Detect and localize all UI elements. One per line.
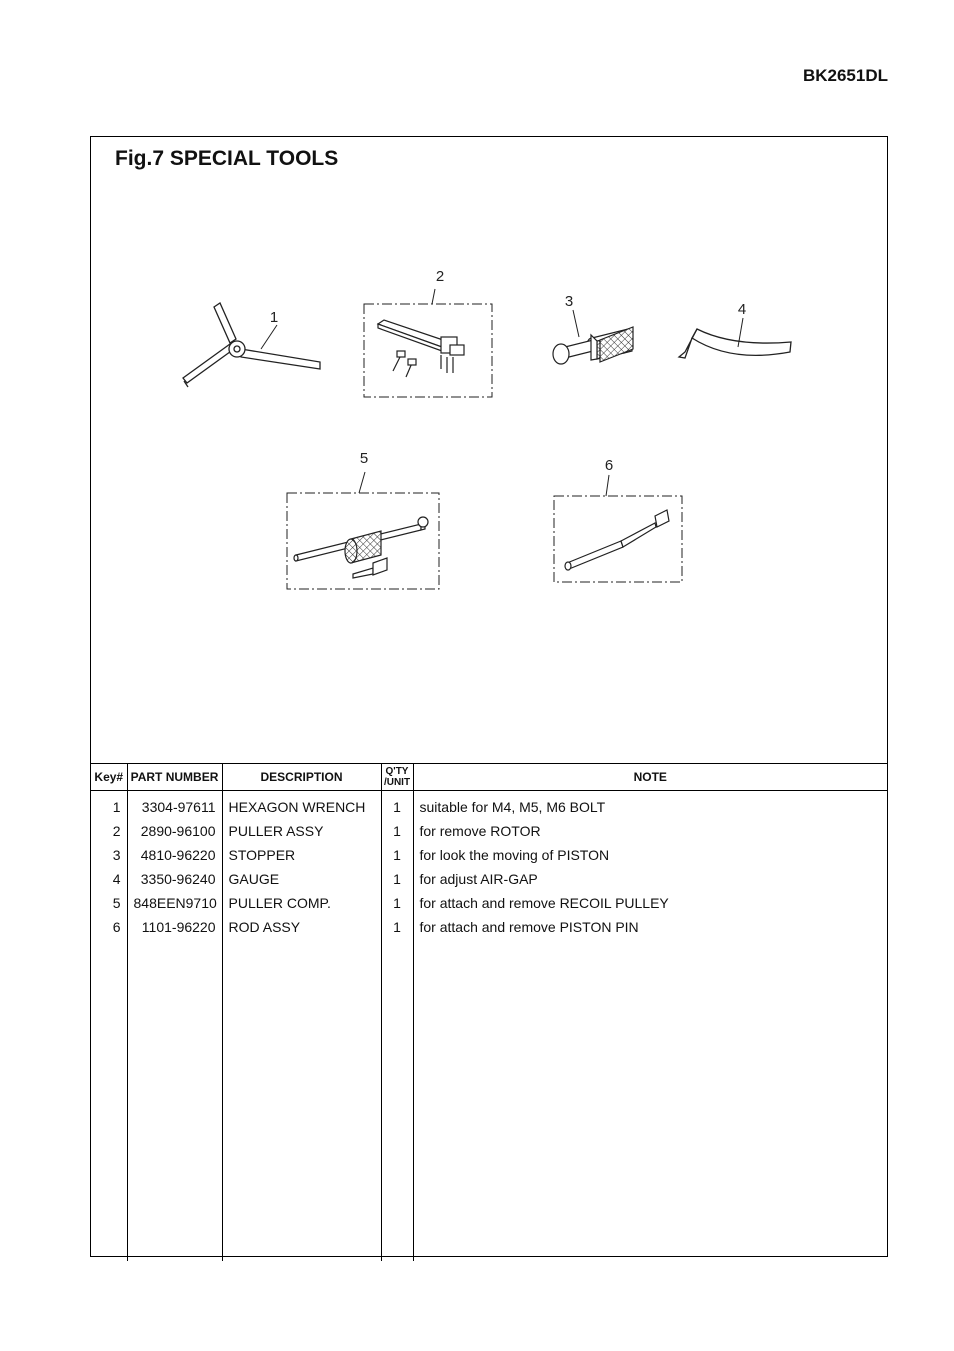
figure-title: Fig.7 SPECIAL TOOLS xyxy=(115,147,339,170)
parts-table xyxy=(91,763,887,1261)
stopper-icon xyxy=(553,327,633,364)
row-part-number: 4810-96220 xyxy=(127,843,222,867)
callout-2: 2 xyxy=(435,268,445,285)
rod-assy-box xyxy=(554,496,682,582)
row-description: PULLER COMP. xyxy=(222,891,381,915)
leader-line-3 xyxy=(573,310,579,337)
table-row xyxy=(91,867,887,891)
callout-1: 1 xyxy=(269,309,279,326)
leader-line-2 xyxy=(432,289,435,304)
callout-5: 5 xyxy=(359,450,369,467)
row-part-number: 1101-96220 xyxy=(127,915,222,939)
row-description: HEXAGON WRENCH xyxy=(222,791,381,820)
puller-assy-icon xyxy=(378,320,464,377)
table-row xyxy=(91,891,887,915)
rod-assy-icon xyxy=(565,510,669,570)
table-empty-rows xyxy=(91,939,887,1261)
row-note: for remove ROTOR xyxy=(419,823,541,839)
puller-assy-box xyxy=(364,304,492,397)
row-qty: 1 xyxy=(381,867,413,891)
header-note: NOTE xyxy=(413,764,887,791)
row-qty: 1 xyxy=(381,843,413,867)
puller-comp-icon xyxy=(294,517,428,578)
row-qty: 1 xyxy=(381,819,413,843)
header-qty xyxy=(381,764,413,791)
row-description: ROD ASSY xyxy=(222,915,381,939)
header-part-number: PART NUMBER xyxy=(127,764,222,791)
header-description: DESCRIPTION xyxy=(222,764,381,791)
row-note: suitable for M4, M5, M6 BOLT xyxy=(419,799,606,815)
table-header-row xyxy=(91,764,887,791)
model-number: BK2651DL xyxy=(802,66,888,85)
row-key: 6 xyxy=(91,915,127,939)
callout-6: 6 xyxy=(604,457,614,474)
row-description: PULLER ASSY xyxy=(222,819,381,843)
table-row xyxy=(91,915,887,939)
row-note: for adjust AIR-GAP xyxy=(419,871,538,887)
row-qty: 1 xyxy=(381,791,413,820)
leader-line-5 xyxy=(359,472,365,493)
row-key: 3 xyxy=(91,843,127,867)
row-qty: 1 xyxy=(381,891,413,915)
row-qty: 1 xyxy=(381,915,413,939)
row-key: 2 xyxy=(91,819,127,843)
hexagon-wrench-icon xyxy=(183,303,320,387)
parts-illustration xyxy=(91,137,887,763)
leader-line-1 xyxy=(261,325,277,349)
row-part-number: 3350-96240 xyxy=(127,867,222,891)
row-note: for look the moving of PISTON xyxy=(419,847,610,863)
row-key: 5 xyxy=(91,891,127,915)
header-qty-line1: Q'TY xyxy=(385,766,409,777)
callout-3: 3 xyxy=(564,293,574,310)
row-note: for attach and remove RECOIL PULLEY xyxy=(419,895,669,911)
row-note: for attach and remove PISTON PIN xyxy=(419,919,639,935)
gauge-icon xyxy=(679,329,791,358)
header-key: Key# xyxy=(91,764,127,791)
callout-4: 4 xyxy=(737,301,747,318)
row-part-number: 848EEN9710 xyxy=(127,891,222,915)
figure-frame xyxy=(90,136,888,1257)
table-row xyxy=(91,791,887,820)
row-description: GAUGE xyxy=(222,867,381,891)
header-qty-line2: /UNIT xyxy=(383,777,411,788)
row-part-number: 2890-96100 xyxy=(127,819,222,843)
row-part-number: 3304-97611 xyxy=(127,791,222,820)
table-row xyxy=(91,819,887,843)
row-key: 4 xyxy=(91,867,127,891)
leader-line-6 xyxy=(606,475,609,496)
row-description: STOPPER xyxy=(222,843,381,867)
row-key: 1 xyxy=(91,791,127,820)
table-row xyxy=(91,843,887,867)
